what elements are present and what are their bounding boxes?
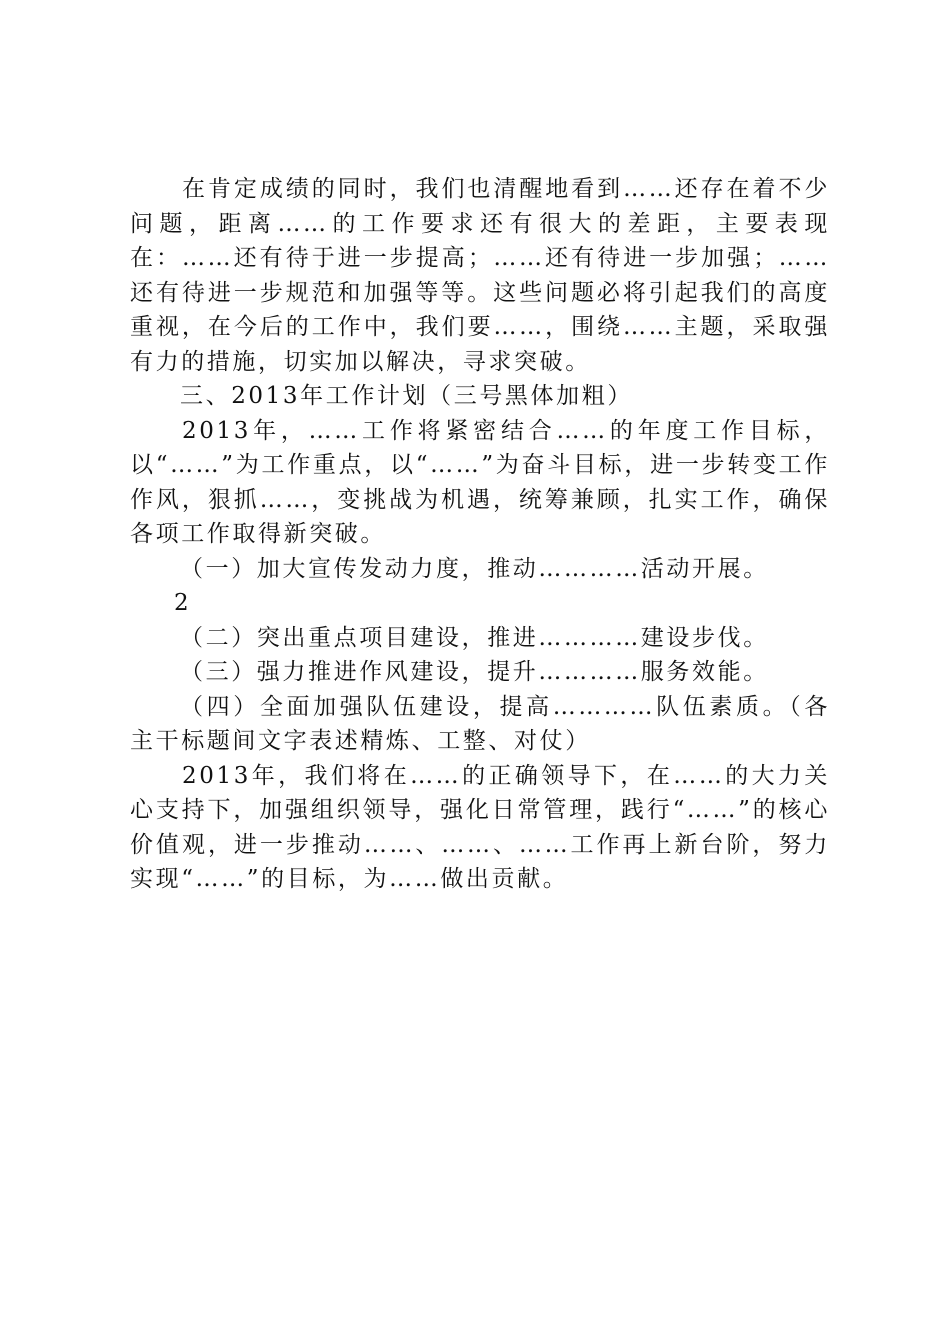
document-body bbox=[130, 172, 830, 897]
subheading-two: （二）突出重点项目建设，推进…………建设步伐。 bbox=[180, 624, 769, 651]
paragraph-closing: 2013年，我们将在……的正确领导下，在……的大力关心支持下，加强组织领导，强化日常管理，践行“……”的核心价值观，进一步推动……、……、……工作再上新台阶，努力实现“……”的目标，为……做出贡献。 bbox=[130, 762, 830, 892]
subheading-four: （四）全面加强队伍建设，提高…………队伍素质。（各主干标题间文字表述精炼、工整、对仗） bbox=[130, 693, 830, 754]
paragraph-problems: 在肯定成绩的同时，我们也清醒地看到……还存在着不少问题，距离……的工作要求还有很大的差距，主要表现在：……还有待于进一步提高；……还有待进一步加强；……还有待进一步规范和加强等等。这些问题必将引起我们的高度重视，在今后的工作中，我们要……，围绕……主题，采取强有力的措施，切实加以解决，寻求突破。 bbox=[130, 176, 830, 375]
subheading-one: （一）加大宣传发动力度，推动…………活动开展。 bbox=[180, 555, 769, 582]
section-heading-2013-plan: 三、2013年工作计划（三号黑体加粗） bbox=[180, 383, 633, 409]
paragraph-2013-overview: 2013年，……工作将紧密结合……的年度工作目标，以“……”为工作重点，以“……”为奋斗目标，进一步转变工作作风，狠抓……，变挑战为机遇，统筹兼顾，扎实工作，确保各项工作取得新突破。 bbox=[130, 417, 830, 547]
page-number: 2 bbox=[174, 590, 192, 616]
subheading-three: （三）强力推进作风建设，提升…………服务效能。 bbox=[180, 659, 769, 685]
